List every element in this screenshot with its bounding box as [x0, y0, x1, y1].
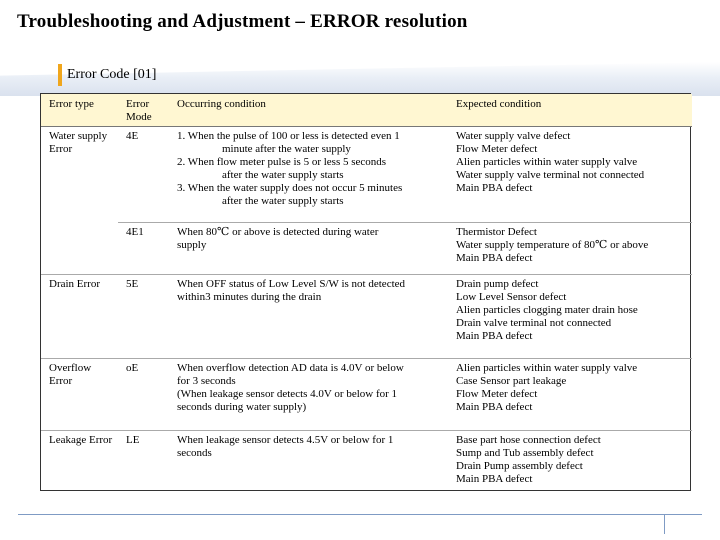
table-row	[41, 275, 692, 359]
cond-line: minute after the water supply	[222, 143, 351, 155]
header-occurring-condition: Occurring condition	[169, 94, 448, 127]
cond-line: for 3 seconds	[177, 375, 236, 387]
expected-line: Water supply valve defect	[456, 130, 571, 142]
expected-line: Main PBA defect	[456, 252, 533, 264]
table-row	[41, 431, 692, 497]
header-error-type: Error type	[41, 94, 118, 127]
cell-occurring-condition	[169, 431, 448, 497]
cond-line: When leakage sensor detects 4.5V or below for 1	[177, 434, 394, 446]
cond-line: after the water supply starts	[222, 169, 344, 181]
expected-line: Flow Meter defect	[456, 143, 538, 155]
cell-error-mode: oE	[118, 359, 169, 431]
expected-line: Thermistor Defect	[456, 226, 537, 238]
footer-tick-mark	[664, 514, 665, 534]
expected-line: Low Level Sensor defect	[456, 291, 567, 303]
cond-line: supply	[177, 239, 207, 251]
cond-line: (When leakage sensor detects 4.0V or below for 1	[177, 388, 398, 400]
cell-occurring-condition	[169, 275, 448, 359]
cell-error-type: Water supply Error	[41, 127, 118, 275]
expected-line: Main PBA defect	[456, 182, 533, 194]
error-table-container	[40, 93, 691, 491]
table-row	[41, 359, 692, 431]
cell-occurring-condition	[169, 223, 448, 275]
error-table	[41, 94, 692, 497]
cond-line: 2. When flow meter pulse is 5 or less 5 seconds	[177, 156, 387, 168]
expected-line: Alien particles within water supply valve	[456, 156, 638, 168]
cond-line: 1. When the pulse of 100 or less is detected even 1	[177, 130, 400, 142]
cell-error-type: Leakage Error	[49, 434, 113, 446]
cell-error-mode: 4E1	[118, 223, 169, 275]
expected-line: Drain valve terminal not connected	[456, 317, 612, 329]
expected-line: Case Sensor part leakage	[456, 375, 567, 387]
cell-occurring-condition	[169, 127, 448, 223]
footer-divider	[18, 514, 702, 515]
section-accent-bar	[58, 64, 62, 86]
cell-occurring-condition	[169, 359, 448, 431]
cond-line: within3 minutes during the drain	[177, 291, 322, 303]
cond-line: 3. When the water supply does not occur 5 minutes	[177, 182, 403, 194]
expected-line: Base part hose connection defect	[456, 434, 601, 446]
cond-line: When OFF status of Low Level S/W is not detected	[177, 278, 406, 290]
cond-line: after the water supply starts	[222, 195, 344, 207]
cond-line: seconds during water supply)	[177, 401, 307, 413]
expected-line: Main PBA defect	[456, 330, 533, 342]
section-title: Error Code [01]	[67, 67, 157, 82]
cell-expected-condition	[448, 275, 692, 359]
table-row	[41, 223, 692, 275]
cell-error-type: Drain Error	[41, 275, 118, 359]
expected-line: Alien particles within water supply valve	[456, 362, 638, 374]
expected-line: Water supply valve terminal not connected	[456, 169, 645, 181]
expected-line: Alien particles clogging mater drain hose	[456, 304, 638, 316]
cond-line: When 80℃ or above is detected during water	[177, 226, 379, 238]
expected-line: Main PBA defect	[456, 473, 533, 485]
cell-error-mode: 4E	[118, 127, 169, 223]
expected-line: Water supply temperature of 80℃ or above	[456, 239, 649, 251]
cell-expected-condition	[448, 223, 692, 275]
expected-line: Drain pump defect	[456, 278, 539, 290]
cell-expected-condition	[448, 431, 692, 497]
expected-line: Drain Pump assembly defect	[456, 460, 583, 472]
expected-line: Main PBA defect	[456, 401, 533, 413]
cell-error-mode: LE	[126, 434, 140, 446]
table-row	[41, 127, 692, 223]
cond-line: When overflow detection AD data is 4.0V or below	[177, 362, 404, 374]
cond-line: seconds	[177, 447, 212, 459]
header-error-mode: Error Mode	[118, 94, 169, 127]
page-title: Troubleshooting and Adjustment – ERROR resolution	[17, 11, 468, 32]
cell-expected-condition	[448, 127, 692, 223]
cell-error-type: Overflow Error	[41, 359, 118, 431]
header-expected-condition: Expected condition	[448, 94, 692, 127]
section-header	[58, 64, 156, 86]
table-header-row	[41, 94, 692, 127]
cell-error-mode: 5E	[118, 275, 169, 359]
expected-line: Flow Meter defect	[456, 388, 538, 400]
expected-line: Sump and Tub assembly defect	[456, 447, 594, 459]
cell-expected-condition	[448, 359, 692, 431]
